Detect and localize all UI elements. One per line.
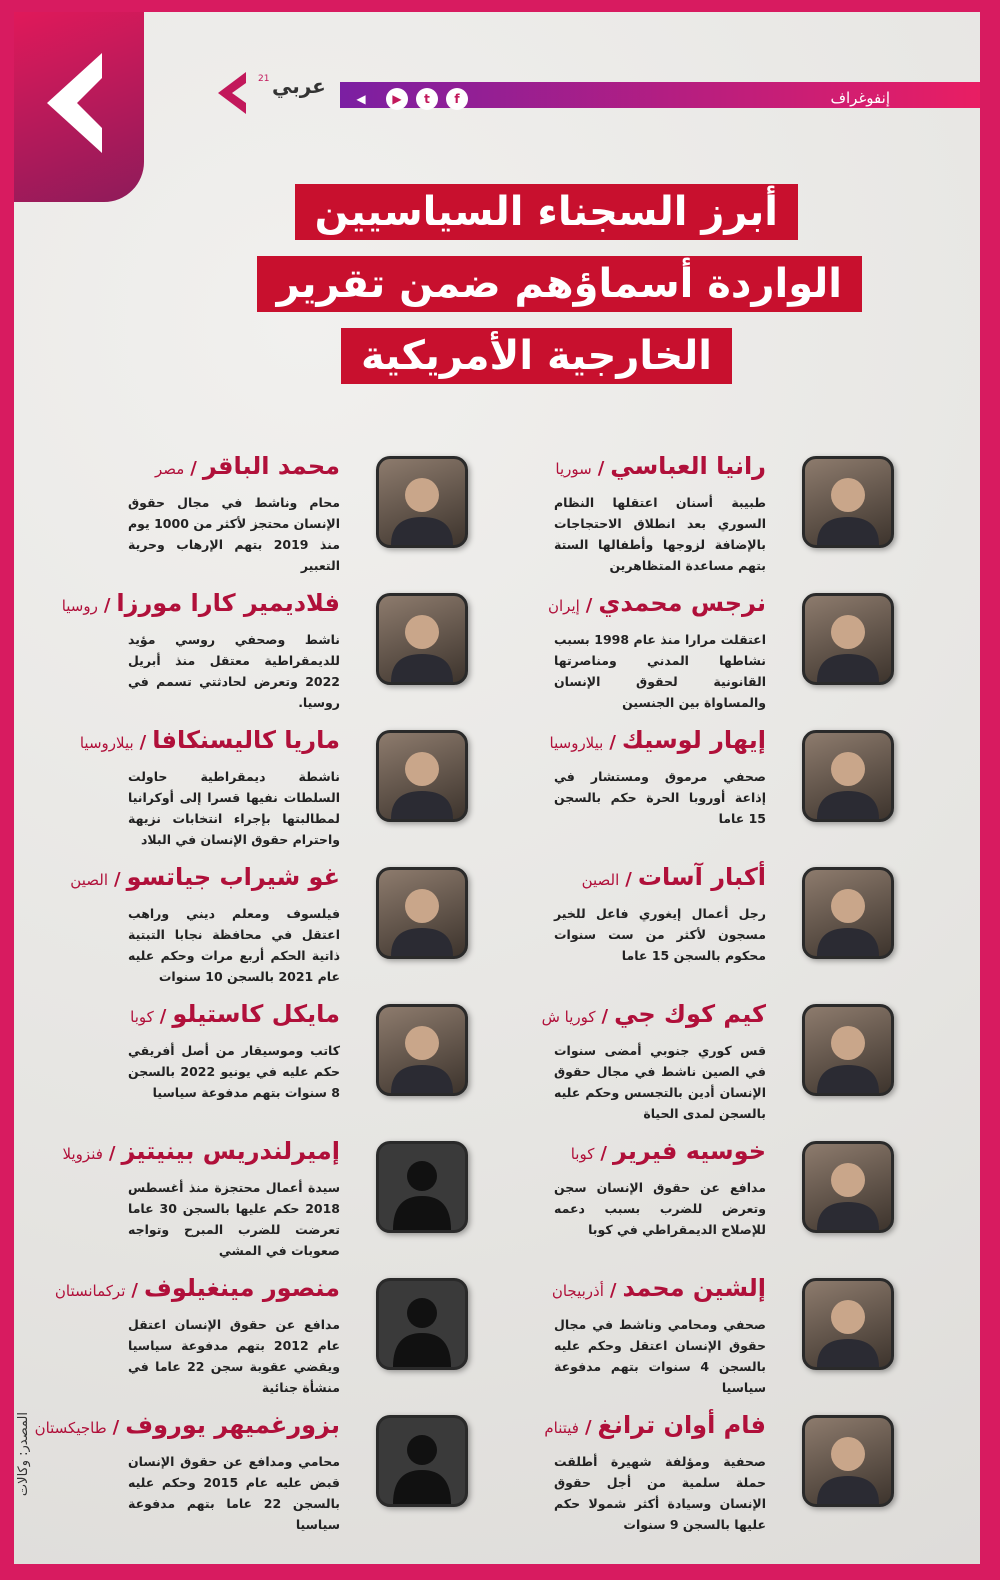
prisoner-description: محامي ومدافع عن حقوق الإنسان قبض عليه عام 2015 وحكم عليه بالسجن 22 عاما بتهم مدفوعة سياسيا (128, 1454, 340, 1532)
prisoner-description: اعتقلت مرارا منذ عام 1998 بسبب نشاطها المدني ومناصرتها القانونية لحقوق الإنسان والمساواة بين الجنسين (554, 632, 766, 710)
prisoner-name: إيهار لوسيك (621, 726, 766, 754)
separator: / (103, 595, 111, 616)
prisoner-description: ناشط وصحفي روسي مؤيد للديمقراطية معتقل منذ أبريل 2022 وتعرض لحادثتي تسمم في روسيا. (128, 632, 340, 710)
prisoner-name: فام أوان ترانغ (597, 1411, 766, 1439)
prisoner-name: بزورغميهر يوروف (125, 1411, 340, 1439)
prisoner-country: إيران (547, 597, 580, 615)
brand-name: عربي (272, 74, 326, 98)
section-label: إنفوغراف (830, 89, 890, 107)
prisoner-card (14, 452, 980, 592)
prisoner-country: طاجيكستان (34, 1419, 107, 1437)
prisoner-country: سوريا (555, 460, 592, 478)
separator: / (112, 1417, 120, 1438)
arabi21-big-logo (14, 12, 144, 202)
prisoner-country: الصين (70, 871, 108, 889)
prisoner-country: كوبا (130, 1008, 154, 1026)
prisoner-name: خوسيه فيرير (612, 1137, 766, 1165)
infographic-frame (14, 12, 980, 1564)
prisoner-photo (376, 867, 468, 959)
prisoner-country: مصر (154, 460, 185, 478)
prisoner-description: طبيبة أسنان اعتقلها النظام السوري بعد انطلاق الاحتجاجات بالإضافة لزوجها وأطفالها الستة بتهم مساعدة المتظاهرين (554, 495, 766, 573)
prisoner-name-line (55, 1274, 340, 1302)
prisoner-description: سيدة أعمال محتجزة منذ أغسطس 2018 حكم عليها بالسجن 30 عاما تعرضت للضرب المبرح وتواجه صعوبات في المشي (128, 1180, 340, 1258)
prisoner-photo (376, 593, 468, 685)
title-line-2: الواردة أسماؤهم ضمن تقرير (257, 256, 862, 312)
prisoner-country: أذربيجان (551, 1282, 604, 1300)
youtube-icon[interactable]: ▶ (386, 88, 408, 110)
prisoner-country: تركمانستان (54, 1282, 126, 1300)
prisoner-description: محام وناشط في مجال حقوق الإنسان محتجز لأكثر من 1000 يوم منذ 2019 بتهم الإرهاب وحرية التعبير (128, 495, 340, 573)
prisoner-card (14, 1137, 980, 1277)
prisoner-photo (376, 730, 468, 822)
prisoner-name-line (80, 726, 340, 754)
separator: / (609, 1280, 617, 1301)
prisoner-description: مدافع عن حقوق الإنسان سجن وتعرض للضرب بسبب دعمه للإصلاح الديمقراطي في كوبا (554, 1180, 766, 1237)
prisoner-card (14, 1274, 980, 1414)
separator: / (584, 1417, 592, 1438)
prisoner-name: إلشين محمد (622, 1274, 766, 1302)
prisoner-card (14, 1000, 980, 1140)
section-bar (340, 82, 980, 108)
prisoner-name: رانيا العباسي (610, 452, 766, 480)
separator: / (609, 732, 616, 753)
brand-logo (212, 70, 332, 120)
brand-mark-icon (212, 70, 252, 116)
prisoner-name: كيم كوك جي (614, 1000, 766, 1028)
separator: / (585, 595, 593, 616)
separator: / (108, 1143, 116, 1164)
prisoner-description: مدافع عن حقوق الإنسان اعتقل عام 2012 بتهم مدفوعة سياسيا ويقضي عقوبة سجن 22 عاما في منشأة جنائية (128, 1317, 340, 1395)
placeholder-avatar-icon (376, 1415, 468, 1507)
top-bar (212, 74, 980, 112)
prisoner-photo (376, 1004, 468, 1096)
prisoner-name: محمد الباقر (202, 452, 340, 480)
prisoner-name: غو شيراب جياتسو (126, 863, 340, 891)
prisoner-name-line (155, 452, 340, 480)
prisoner-country: فنزويلا (62, 1145, 103, 1163)
prisoner-name-line (70, 863, 340, 891)
title-line-3: الخارجية الأمريكية (341, 328, 732, 384)
prisoner-description: قس كوري جنوبي أمضى سنوات في الصين ناشط في مجال حقوق الإنسان أدين بالتجسس وحكم عليه بالسجن لمدى الحياة (554, 1043, 766, 1121)
separator: / (114, 869, 121, 890)
prisoner-name: ماريا كاليسنكافا (152, 726, 340, 754)
separator: / (597, 458, 605, 479)
prisoner-country: الصين (581, 871, 620, 889)
prisoner-name-line (62, 589, 340, 617)
prisoner-description: رجل أعمال إيغوري فاعل للخير مسجون لأكثر من ست سنوات محكوم بالسجن 15 عاما (554, 906, 766, 963)
prisoner-description: كاتب وموسيقار من أصل أفريقي حكم عليه في يونيو 2022 بالسجن 8 سنوات بتهم مدفوعة سياسيا (128, 1043, 340, 1100)
prisoner-description: ناشطة ديمقراطية حاولت السلطات نفيها قسرا إلى أوكرانيا لمطالبتها بإجراء انتخابات نزيهة واحترام حقوق الإنسان في البلاد (128, 769, 340, 847)
prisoner-description: صحفي مرموق ومستشار في إذاعة أوروبا الحرة حكم بالسجن 15 عاما (554, 769, 766, 826)
source-credit: المصدر: وكالات (16, 1412, 31, 1497)
prisoner-name-line (35, 1411, 340, 1439)
prisoner-name: فلاديمير كارا مورزا (116, 589, 340, 617)
prisoner-description: صحفية ومؤلفة شهيرة أطلقت حملة سلمية من أجل حقوق الإنسان وسيادة أكثر شمولا حكم عليها بالسجن 9 سنوات (554, 1454, 766, 1532)
prisoner-description: صحفي ومحامي وناشط في مجال حقوق الإنسان اعتقل وحكم عليه بالسجن 4 سنوات بتهم مدفوعة سياسيا (554, 1317, 766, 1395)
separator: / (601, 1006, 609, 1027)
prisoner-name-line (130, 1000, 340, 1028)
prisoner-card (14, 589, 980, 729)
prisoner-name: منصور مينغيلوف (143, 1274, 340, 1302)
title-line-1: أبرز السجناء السياسيين (295, 184, 798, 240)
prisoner-country: بيلاروسيا (79, 734, 134, 752)
separator: / (131, 1280, 138, 1301)
prisoner-country: روسيا (61, 597, 98, 615)
prisoner-country: كوريا ش (541, 1008, 596, 1026)
separator: / (600, 1143, 607, 1164)
prisoner-card (14, 863, 980, 1003)
separator: / (190, 458, 197, 479)
prisoner-name: مايكل كاستيلو (172, 1000, 340, 1028)
separator: / (625, 869, 632, 890)
prisoner-card (14, 726, 980, 866)
twitter-icon[interactable]: t (416, 88, 438, 110)
prisoner-card (14, 1411, 980, 1551)
prisoner-name-line (63, 1137, 340, 1165)
placeholder-avatar-icon (376, 1278, 468, 1370)
prisoner-name: أكبار آسات (637, 863, 766, 891)
logo-mark-icon (32, 48, 122, 158)
placeholder-avatar-icon (376, 1141, 468, 1233)
share-arrow-icon[interactable]: ◀ (356, 92, 366, 106)
separator: / (159, 1006, 167, 1027)
separator: / (139, 732, 147, 753)
prisoner-country: بيلاروسيا (549, 734, 604, 752)
prisoner-country: فيتنام (544, 1419, 579, 1437)
facebook-icon[interactable]: f (446, 88, 468, 110)
prisoner-name: نرجس محمدي (598, 589, 766, 617)
prisoner-description: فيلسوف ومعلم ديني وراهب اعتقل في محافظة نجابا التبتية ذاتية الحكم أربع مرات وحكم عليه عام 2021 بالسجن 10 سنوات (128, 906, 340, 984)
prisoner-photo (376, 456, 468, 548)
prisoner-name: إميرلندريس بينيتيز (121, 1137, 340, 1165)
prisoner-country: كوبا (570, 1145, 595, 1163)
brand-superscript: 21 (258, 74, 270, 84)
